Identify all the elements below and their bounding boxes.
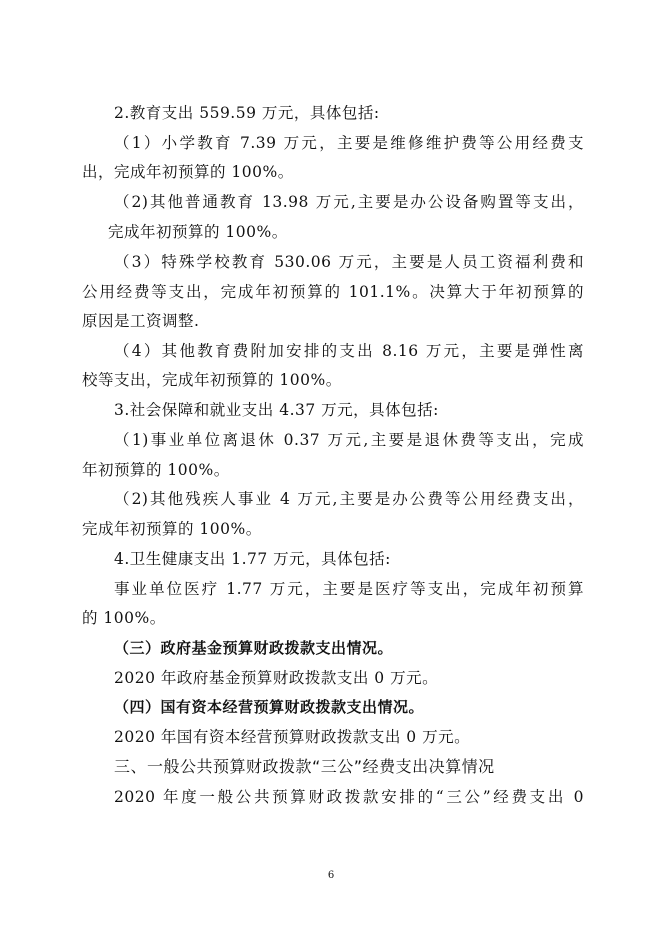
text-line-8: 原因是工资调整. <box>82 312 200 330</box>
text-line-14: （2)其他残疾人事业 4 万元,主要是办公费等公用经费支出， <box>114 490 584 508</box>
text-line-9: （4）其他教育费附加安排的支出 8.16 万元，主要是弹性离 <box>114 342 584 360</box>
text-line-7: 公用经费等支出，完成年初预算的 101.1%。决算大于年初预算的 <box>82 283 584 301</box>
page-number: 6 <box>327 870 335 881</box>
section-heading-three-public: 三、一般公共预算财政拨款“三公”经费支出决算情况 <box>114 757 495 776</box>
text-line-10: 校等支出，完成年初预算的 100%。 <box>82 371 342 389</box>
text-line-4: （2)其他普通教育 13.98 万元,主要是办公设备购置等支出， <box>114 193 584 211</box>
text-line-24: 2020 年度一般公共预算财政拨款安排的“三公”经费支出 0 <box>114 788 584 806</box>
text-line-3: 出，完成年初预算的 100%。 <box>82 163 294 181</box>
text-line-22: 2020 年国有资本经营预算财政拨款支出 0 万元。 <box>114 728 471 746</box>
text-line-13: 年初预算的 100%。 <box>82 461 230 479</box>
text-line-5: 完成年初预算的 100%。 <box>108 223 288 241</box>
text-line-20: 2020 年政府基金预算财政拨款支出 0 万元。 <box>114 669 439 687</box>
text-line-17: 事业单位医疗 1.77 万元，主要是医疗等支出，完成年初预算 <box>114 580 584 598</box>
text-line-6: （3）特殊学校教育 530.06 万元，主要是人员工资福利费和 <box>114 253 584 271</box>
text-line-16: 4.卫生健康支出 1.77 万元，具体包括: <box>114 550 391 568</box>
text-line-18: 的 100%。 <box>82 609 166 627</box>
text-line-1: 2.教育支出 559.59 万元，具体包括: <box>114 104 380 122</box>
section-heading-government-fund: （三）政府基金预算财政拨款支出情况。 <box>114 639 394 657</box>
text-line-2: （1）小学教育 7.39 万元，主要是维修维护费等公用经费支 <box>114 134 584 152</box>
section-heading-state-capital: （四）国有资本经营预算财政拨款支出情况。 <box>114 698 425 716</box>
text-line-15: 完成年初预算的 100%。 <box>82 520 262 538</box>
text-line-12: （1)事业单位离退休 0.37 万元,主要是退休费等支出，完成 <box>114 431 584 449</box>
text-line-11: 3.社会保障和就业支出 4.37 万元，具体包括: <box>114 401 439 419</box>
